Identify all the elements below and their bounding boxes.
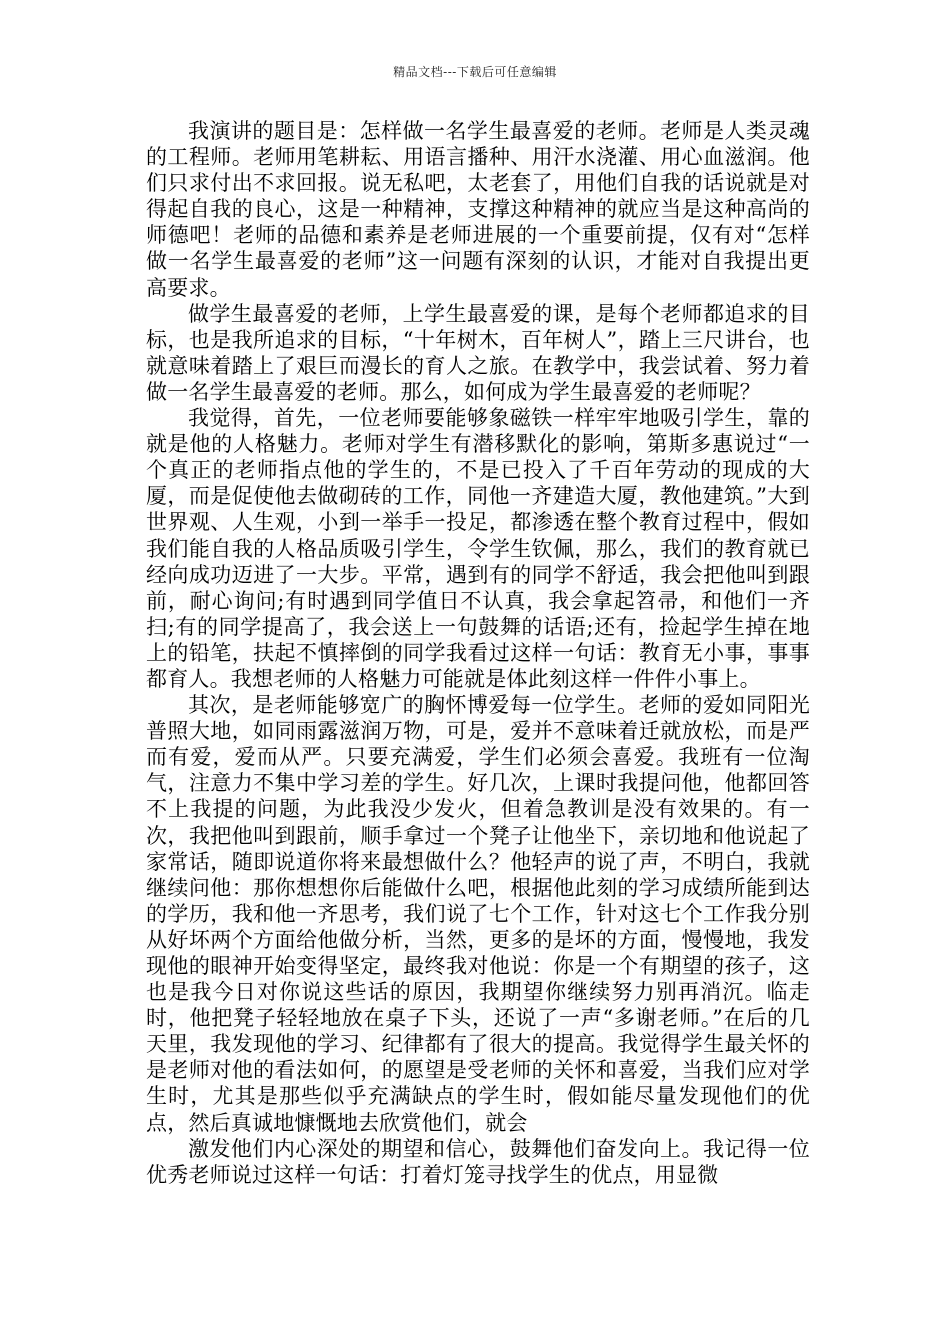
paragraph-1: 我演讲的题目是：怎样做一名学生最喜爱的老师。老师是人类灵魂的工程师。老师用笔耕耘、用语言播种、用汗水浇灌、用心血滋润。他们只求付出不求回报。说无私吧，太老套了，用他们自我的话说就是对得起自我的良心，这是一种精神，支撑这种精神的就应当是这种高尚的师德吧！老师的品德和素养是老师进展的一个重要前提，仅有对“怎样做一名学生最喜爱的老师”这一问题有深刻的认识，才能对自我提出更高要求。 (146, 119, 810, 300)
paragraph-5: 激发他们内心深处的期望和信心，鼓舞他们奋发向上。我记得一位优秀老师说过这样一句话：打着灯笼寻找学生的优点，用显微 (146, 1136, 810, 1187)
paragraph-2: 做学生最喜爱的老师，上学生最喜爱的课，是每个老师都追求的目标，也是我所追求的目标，“十年树木，百年树人”，踏上三尺讲台，也就意味着踏上了艰巨而漫长的育人之旅。在教学中，我尝试着、努力着做一名学生最喜爱的老师。那么，如何成为学生最喜爱的老师呢？ (146, 301, 810, 404)
page-header: 精品文档---下载后可任意编辑 (393, 65, 557, 79)
paragraph-4: 其次，是老师能够宽广的胸怀博爱每一位学生。老师的爱如同阳光普照大地，如同雨露滋润万物，可是，爱并不意味着迁就放松，而是严而有爱，爱而从严。只要充满爱，学生们必须会喜爱。我班有一位淘气，注意力不集中学习差的学生。好几次，上课时我提问他，他都回答不上我提的问题，为此我没少发火，但着急教训是没有效果的。有一次，我把他叫到跟前，顺手拿过一个凳子让他坐下，亲切地和他说起了家常话，随即说道你将来最想做什么？他轻声的说了声，不明白，我就继续问他：那你想想你后能做什么吧，根据他此刻的学习成绩所能到达的学历，我和他一齐思考，我们说了七个工作，针对这七个工作我分别从好坏两个方面给他做分析，当然，更多的是坏的方面，慢慢地，我发现他的眼神开始变得坚定，最终我对他说：你是一个有期望的孩子，这也是我今日对你说这些话的原因，我期望你继续努力别再消沉。临走时，他把凳子轻轻地放在桌子下头，还说了一声“多谢老师。”在后的几天里，我发现他的学习、纪律都有了很大的提高。我觉得学生最关怀的是老师对他的看法如何，的愿望是受老师的关怀和喜爱，当我们应对学生时，尤其是那些似乎充满缺点的学生时，假如能尽量发现他们的优点，然后真诚地慷慨地去欣赏他们，就会 (146, 693, 810, 1135)
document-body (146, 118, 810, 1188)
paragraph-3: 我觉得，首先，一位老师要能够象磁铁一样牢牢地吸引学生，靠的就是他的人格魅力。老师对学生有潜移默化的影响，第斯多惠说过“一个真正的老师指点他的学生的，不是已投入了千百年劳动的现成的大厦，而是促使他去做砌砖的工作，同他一齐建造大厦，教他建筑。”大到世界观、人生观，小到一举手一投足，都渗透在整个教育过程中，假如我们能自我的人格品质吸引学生，令学生钦佩，那么，我们的教育就已经向成功迈进了一大步。平常，遇到有的同学不舒适，我会把他叫到跟前，耐心询问;有时遇到同学值日不认真，我会拿起笤帚，和他们一齐扫;有的同学提高了，我会送上一句鼓舞的话语;还有，捡起学生掉在地上的铅笔，扶起不慎摔倒的同学我看过这样一句话：教育无小事，事事都育人。我想老师的人格魅力可能就是体此刻这样一件件小事上。 (146, 406, 810, 691)
